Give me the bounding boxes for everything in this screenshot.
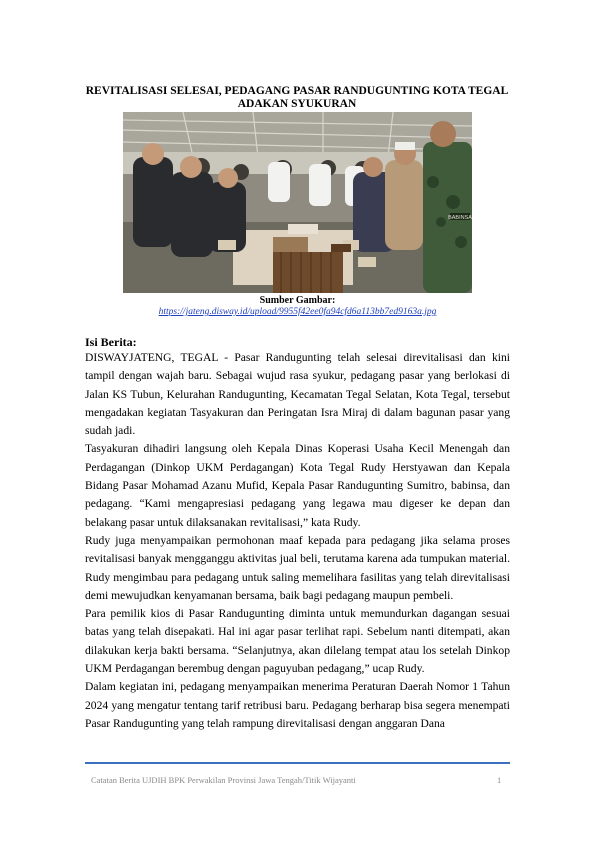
badge-text: BABINSA xyxy=(448,215,472,221)
paragraph: DISWAYJATENG, TEGAL - Pasar Randugunting telah selesai direvitalisasi dan kini tampil dengan wajah baru. Sebagai wujud rasa syukur, pedagang pasar yang berlokasi di Jalan KS Tubun, Kelurahan Randugunting, Kecamatan Tegal Selatan, Kota Tegal, tersebut mengadakan kegiatan Tasyakuran dan Peringatan Isra Miraj di dalam bagunan pasar yang sudah jadi. xyxy=(85,351,510,438)
paragraph: Tasyakuran dihadiri langsung oleh Kepala Dinas Koperasi Usaha Kecil Menengah dan Perdagangan (Dinkop UKM Perdagangan) Kota Tegal Rudy Herstyawan dan Kepala Bidang Pasar Mohamad Azanu Mufid, Kepala Pasar Randugunting Sumitro, babinsa, dan pedagang. “Kami mengapresiasi pedagang yang legawa mau digeser ke depan dan belakang pasar untuk dilaksanakan revitalisasi,” kata Rudy. xyxy=(85,442,510,529)
page-number: 1 xyxy=(497,775,502,785)
footer-text: Catatan Berita UJDIH BPK Perwakilan Provinsi Jawa Tengah/Titik Wijayanti xyxy=(91,775,356,785)
news-photo xyxy=(123,112,472,293)
paragraph: Dalam kegiatan ini, pedagang menyampaikan menerima Peraturan Daerah Nomor 1 Tahun 2024 yang mengatur tentang tarif retribusi baru. Pedagang berharap bisa segera menempati Pasar Randugunting yang telah rampung direvitalisasi dengan anggaran Dana xyxy=(85,680,510,730)
article-body xyxy=(85,349,510,733)
paragraph: Para pemilik kios di Pasar Randugunting diminta untuk memundurkan dagangan sesuai batas yang telah disepakati. Hal ini agar pasar terlihat rapi. Sebelum nanti ditempati, akan dilakukan kerja bakti bersama. “Selanjutnya, akan dilelang tempat atau los setelah Dinkop UKM Perdagangan berembug dengan paguyuban pedagang,” ucap Rudy. xyxy=(85,607,510,676)
paragraph: Rudy juga menyampaikan permohonan maaf kepada para pedagang jika selama proses revitalisasi banyak mengganggu aktivitas jual beli, terutama karena ada tumpukan material. Rudy mengimbau para pedagang untuk saling memelihara fasilitas yang telah direvitalisasi demi mewujudkan kenyamanan bersama, baik bagi pedagang maupun pembeli. xyxy=(85,533,510,602)
image-source-label: Sumber Gambar: xyxy=(259,295,336,306)
section-heading: Isi Berita: xyxy=(85,335,137,349)
image-source-link[interactable]: https://jateng.disway.id/upload/9955f42ee0fa94cfd6a113bb7ed9163a.jpg xyxy=(158,307,437,317)
footer-divider xyxy=(85,762,510,764)
document-title: REVITALISASI SELESAI, PEDAGANG PASAR RANDUGUNTING KOTA TEGAL ADAKAN SYUKURAN xyxy=(85,85,509,110)
